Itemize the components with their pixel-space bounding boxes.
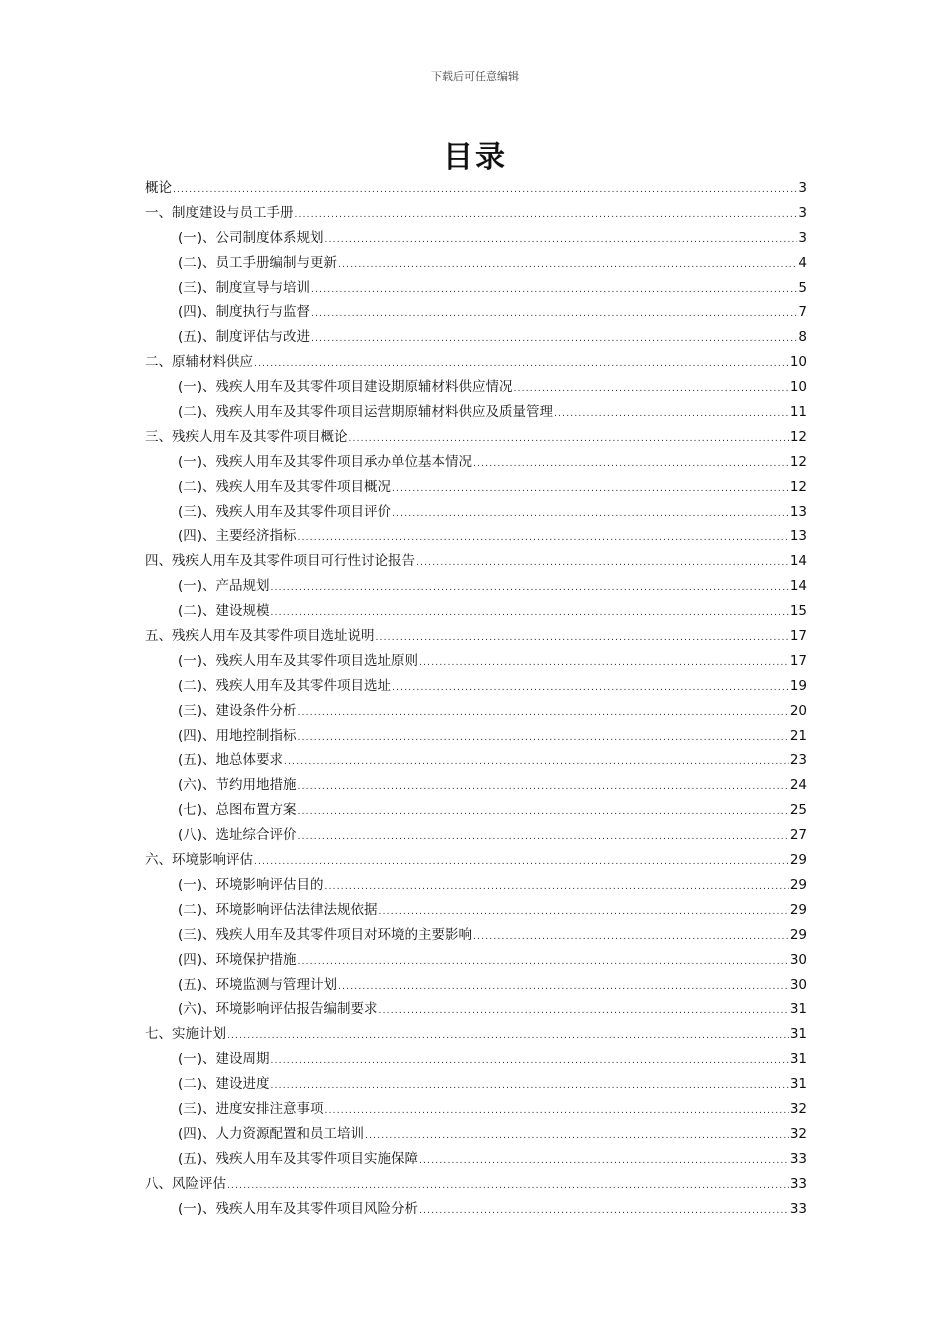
toc-entry[interactable]: [145, 1072, 807, 1097]
toc-entry[interactable]: [145, 699, 807, 724]
toc-entry[interactable]: [145, 226, 807, 251]
toc-entry-page: 12: [789, 428, 807, 445]
toc-entry[interactable]: [145, 624, 807, 649]
toc-entry-text: (三)、残疾人用车及其零件项目评价: [178, 503, 392, 520]
toc-leader-dots: [311, 302, 797, 327]
toc-leader-dots: [392, 477, 789, 502]
toc-entry-text: (一)、残疾人用车及其零件项目风险分析: [178, 1200, 419, 1217]
toc-entry-page: 17: [789, 628, 807, 645]
toc-entry-text: 七、实施计划: [145, 1026, 226, 1043]
toc-entry-page: 3: [798, 204, 807, 221]
toc-entry-text: 六、环境影响评估: [145, 852, 253, 869]
toc-leader-dots: [419, 1149, 789, 1174]
toc-entry-text: 五、残疾人用车及其零件项目选址说明: [145, 628, 375, 645]
toc-entry-page: 31: [789, 1076, 807, 1093]
toc-entry-page: 8: [798, 329, 807, 346]
toc-leader-dots: [392, 676, 789, 701]
toc-entry[interactable]: [145, 400, 807, 425]
toc-entry-page: 5: [798, 279, 807, 296]
toc-entry-text: (三)、进度安排注意事项: [178, 1100, 324, 1117]
table-of-contents: [145, 176, 807, 1221]
toc-leader-dots: [419, 651, 789, 676]
toc-leader-dots: [416, 551, 789, 576]
toc-entry[interactable]: [145, 475, 807, 500]
toc-entry[interactable]: [145, 848, 807, 873]
toc-entry-page: 29: [789, 852, 807, 869]
toc-leader-dots: [311, 327, 797, 352]
toc-entry-page: 19: [789, 677, 807, 694]
toc-entry-text: (二)、残疾人用车及其零件项目选址: [178, 677, 392, 694]
toc-entry-page: 31: [789, 1026, 807, 1043]
toc-leader-dots: [514, 377, 789, 402]
toc-entry-text: (一)、残疾人用车及其零件项目承办单位基本情况: [178, 453, 473, 470]
toc-entry[interactable]: [145, 1147, 807, 1172]
toc-entry-page: 10: [789, 379, 807, 396]
toc-entry[interactable]: [145, 251, 807, 276]
toc-entry-text: (一)、产品规划: [178, 578, 270, 595]
toc-entry-page: 14: [789, 553, 807, 570]
toc-entry-page: 25: [789, 802, 807, 819]
toc-entry-text: (二)、建设规模: [178, 603, 270, 620]
toc-entry[interactable]: [145, 201, 807, 226]
toc-entry[interactable]: [145, 276, 807, 301]
toc-entry-text: (四)、制度执行与监督: [178, 304, 311, 321]
toc-leader-dots: [473, 925, 789, 950]
toc-entry[interactable]: [145, 773, 807, 798]
toc-entry[interactable]: [145, 923, 807, 948]
toc-entry[interactable]: [145, 1197, 807, 1222]
toc-entry-page: 21: [789, 727, 807, 744]
toc-title: 目录: [443, 140, 507, 175]
toc-entry[interactable]: [145, 350, 807, 375]
toc-entry-page: 14: [789, 578, 807, 595]
toc-entry[interactable]: [145, 1047, 807, 1072]
toc-entry-page: 33: [789, 1175, 807, 1192]
toc-entry[interactable]: [145, 748, 807, 773]
toc-leader-dots: [325, 228, 798, 253]
toc-entry-page: 15: [789, 603, 807, 620]
toc-entry-text: (六)、节约用地措施: [178, 777, 297, 794]
toc-leader-dots: [284, 750, 789, 775]
toc-entry[interactable]: [145, 1022, 807, 1047]
toc-leader-dots: [376, 626, 789, 651]
toc-entry[interactable]: [145, 425, 807, 450]
toc-entry-page: 4: [798, 254, 807, 271]
toc-entry-text: (一)、公司制度体系规划: [178, 229, 324, 246]
toc-entry-page: 12: [789, 453, 807, 470]
toc-entry-page: 30: [789, 976, 807, 993]
toc-leader-dots: [338, 975, 789, 1000]
toc-entry-text: (五)、残疾人用车及其零件项目实施保障: [178, 1150, 419, 1167]
toc-leader-dots: [325, 1099, 789, 1124]
toc-leader-dots: [271, 601, 789, 626]
toc-entry-page: 31: [789, 1051, 807, 1068]
toc-entry-page: 30: [789, 951, 807, 968]
toc-entry-page: 13: [789, 503, 807, 520]
toc-leader-dots: [554, 402, 789, 427]
toc-entry-page: 31: [789, 1001, 807, 1018]
toc-entry[interactable]: [145, 1097, 807, 1122]
toc-leader-dots: [473, 452, 789, 477]
toc-leader-dots: [298, 775, 789, 800]
toc-entry-text: (四)、人力资源配置和员工培训: [178, 1125, 365, 1142]
toc-entry-text: (五)、地总体要求: [178, 752, 284, 769]
toc-entry-text: (六)、环境影响评估报告编制要求: [178, 1001, 378, 1018]
toc-entry-text: (三)、建设条件分析: [178, 702, 297, 719]
toc-entry-page: 29: [789, 926, 807, 943]
toc-entry-text: 四、残疾人用车及其零件项目可行性讨论报告: [145, 553, 415, 570]
toc-entry[interactable]: [145, 724, 807, 749]
toc-entry-page: 3: [798, 229, 807, 246]
toc-entry-page: 13: [789, 528, 807, 545]
toc-entry-text: (二)、建设进度: [178, 1076, 270, 1093]
toc-entry-page: 7: [798, 304, 807, 321]
toc-leader-dots: [349, 427, 789, 452]
toc-entry-text: (四)、环境保护措施: [178, 951, 297, 968]
toc-entry[interactable]: [145, 1122, 807, 1147]
toc-entry[interactable]: [145, 973, 807, 998]
toc-leader-dots: [338, 253, 797, 278]
toc-entry-page: 29: [789, 901, 807, 918]
toc-entry-page: 27: [789, 827, 807, 844]
toc-leader-dots: [392, 502, 789, 527]
header-note: 下载后可任意编辑: [431, 70, 519, 83]
toc-entry-page: 32: [789, 1125, 807, 1142]
toc-leader-dots: [325, 875, 789, 900]
toc-entry-text: 三、残疾人用车及其零件项目概论: [145, 428, 348, 445]
toc-entry-text: (一)、残疾人用车及其零件项目建设期原辅材料供应情况: [178, 379, 513, 396]
toc-entry-text: (四)、主要经济指标: [178, 528, 297, 545]
toc-leader-dots: [298, 701, 789, 726]
toc-entry[interactable]: [145, 674, 807, 699]
toc-entry-text: (四)、用地控制指标: [178, 727, 297, 744]
toc-entry-text: (二)、环境影响评估法律法规依据: [178, 901, 378, 918]
toc-entry[interactable]: [145, 823, 807, 848]
toc-entry-page: 33: [789, 1200, 807, 1217]
toc-entry-text: (二)、残疾人用车及其零件项目运营期原辅材料供应及质量管理: [178, 404, 554, 421]
toc-entry-text: (一)、环境影响评估目的: [178, 876, 324, 893]
toc-leader-dots: [311, 278, 797, 303]
toc-entry[interactable]: [145, 300, 807, 325]
toc-entry-text: (三)、制度宣导与培训: [178, 279, 311, 296]
toc-entry[interactable]: [145, 599, 807, 624]
toc-entry[interactable]: [145, 325, 807, 350]
toc-entry-text: (五)、环境监测与管理计划: [178, 976, 338, 993]
toc-entry[interactable]: [145, 1172, 807, 1197]
toc-leader-dots: [271, 1074, 789, 1099]
toc-leader-dots: [298, 526, 789, 551]
toc-entry-page: 17: [789, 652, 807, 669]
toc-entry-page: 10: [789, 354, 807, 371]
toc-leader-dots: [365, 1124, 789, 1149]
toc-entry-text: (五)、制度评估与改进: [178, 329, 311, 346]
toc-entry-text: (一)、残疾人用车及其零件项目选址原则: [178, 652, 419, 669]
toc-entry[interactable]: [145, 574, 807, 599]
toc-entry[interactable]: [145, 500, 807, 525]
toc-entry-page: 24: [789, 777, 807, 794]
toc-leader-dots: [227, 1024, 789, 1049]
toc-entry-page: 12: [789, 478, 807, 495]
toc-leader-dots: [295, 203, 798, 228]
toc-entry-text: (一)、建设周期: [178, 1051, 270, 1068]
toc-entry-text: (三)、残疾人用车及其零件项目对环境的主要影响: [178, 926, 473, 943]
toc-leader-dots: [379, 999, 789, 1024]
toc-leader-dots: [271, 576, 789, 601]
toc-entry-text: 二、原辅材料供应: [145, 354, 253, 371]
toc-entry-page: 3: [798, 180, 807, 196]
toc-entry-page: 29: [789, 876, 807, 893]
toc-entry-text: (七)、总图布置方案: [178, 802, 297, 819]
toc-entry[interactable]: [145, 997, 807, 1022]
toc-leader-dots: [271, 1049, 789, 1074]
toc-leader-dots: [254, 850, 789, 875]
toc-leader-dots: [298, 726, 789, 751]
toc-entry-page: 11: [789, 404, 807, 421]
toc-leader-dots: [419, 1199, 789, 1224]
toc-entry[interactable]: [145, 873, 807, 898]
toc-entry-page: 33: [789, 1150, 807, 1167]
toc-entry-text: 概论: [145, 180, 172, 196]
toc-leader-dots: [298, 950, 789, 975]
toc-leader-dots: [298, 825, 789, 850]
toc-entry-text: (八)、选址综合评价: [178, 827, 297, 844]
toc-entry[interactable]: [145, 549, 807, 574]
toc-entry[interactable]: [145, 375, 807, 400]
toc-leader-dots: [173, 178, 797, 203]
toc-entry-text: (二)、员工手册编制与更新: [178, 254, 338, 271]
toc-entry[interactable]: [145, 649, 807, 674]
toc-entry[interactable]: [145, 524, 807, 549]
toc-leader-dots: [254, 352, 789, 377]
toc-leader-dots: [298, 800, 789, 825]
toc-leader-dots: [227, 1174, 789, 1199]
toc-entry[interactable]: [145, 898, 807, 923]
toc-entry-text: (二)、残疾人用车及其零件项目概况: [178, 478, 392, 495]
toc-entry-page: 20: [789, 702, 807, 719]
toc-entry-text: 八、风险评估: [145, 1175, 226, 1192]
toc-entry-page: 32: [789, 1100, 807, 1117]
toc-entry[interactable]: [145, 948, 807, 973]
toc-entry[interactable]: [145, 450, 807, 475]
toc-entry[interactable]: [145, 798, 807, 823]
toc-leader-dots: [379, 900, 789, 925]
toc-entry[interactable]: [145, 176, 807, 201]
toc-entry-page: 23: [789, 752, 807, 769]
toc-entry-text: 一、制度建设与员工手册: [145, 204, 294, 221]
